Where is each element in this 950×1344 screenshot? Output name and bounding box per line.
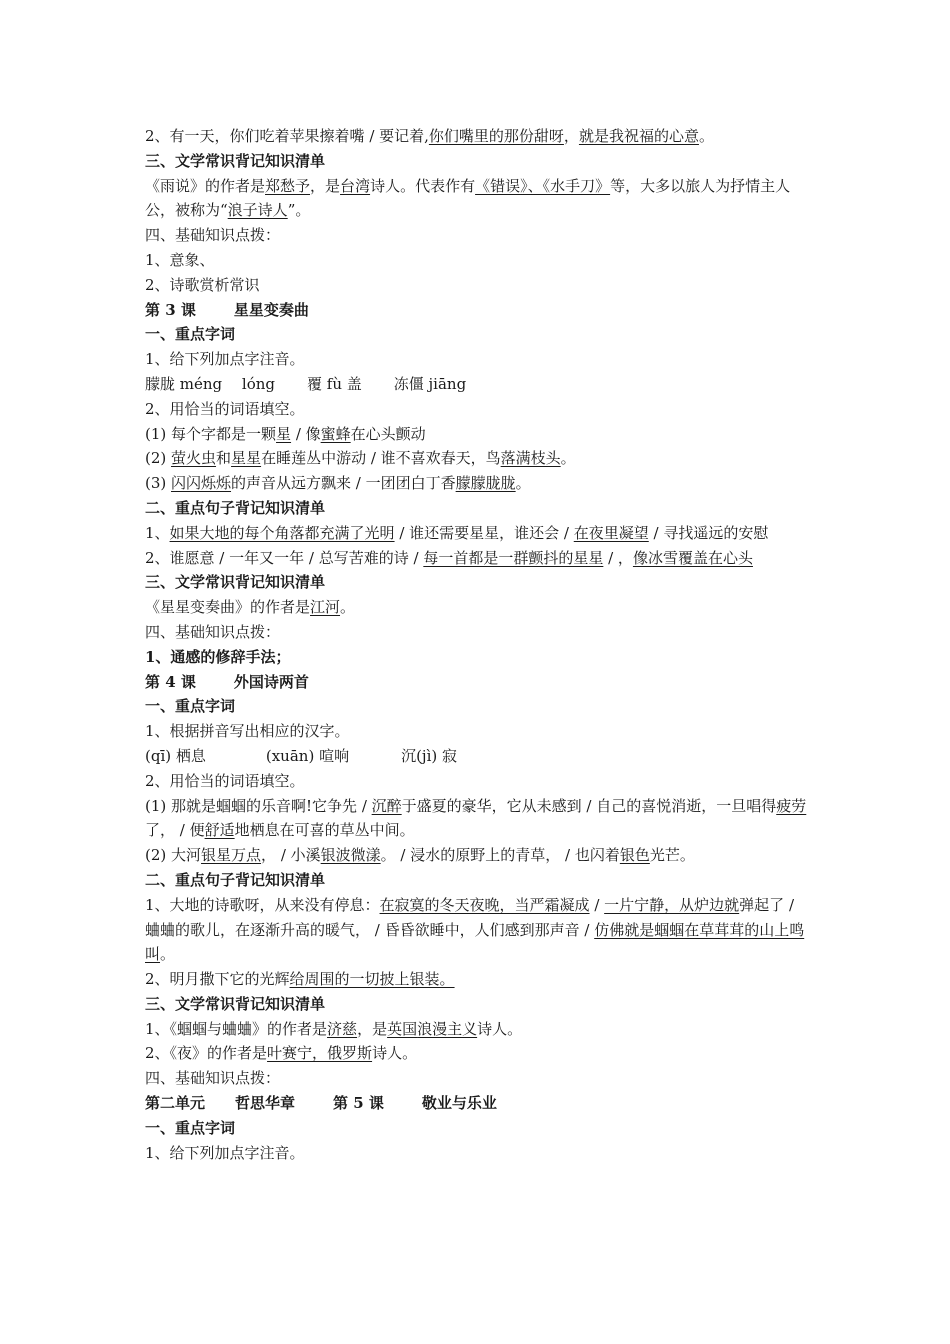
text: (2) 大河 bbox=[145, 846, 202, 865]
section-heading: 三、文学常识背记知识清单 bbox=[145, 151, 326, 170]
text: 2、谁愿意 / 一年又一年 / 总写苦难的诗 / bbox=[145, 548, 424, 567]
author-line bbox=[145, 595, 810, 620]
unit-lesson-title bbox=[145, 1091, 810, 1116]
underlined-answer: 银波微漾 bbox=[320, 846, 381, 865]
document-page bbox=[145, 124, 810, 1165]
section-heading: 一、重点字词 bbox=[145, 1118, 236, 1137]
underlined-answer: 英国 bbox=[387, 1019, 418, 1038]
underlined-answer: 一片宁静，从炉边就 bbox=[604, 895, 740, 914]
text: / 谁还需要星星，谁还会 / bbox=[394, 523, 574, 542]
underlined-answer: 你们嘴里的那份甜呀 bbox=[428, 127, 564, 145]
underlined-answer: 银色 bbox=[619, 846, 650, 865]
underlined-answer: 给周围的一切披上银装。 bbox=[289, 970, 455, 989]
text: 。 bbox=[698, 127, 714, 145]
text: (xuān) 喧响 bbox=[265, 746, 350, 765]
text: 了， / 便 bbox=[145, 821, 205, 840]
text: ， / 小溪 bbox=[261, 846, 321, 865]
text: 等，大多以旅人为抒情主人公，被称为“ bbox=[145, 176, 791, 220]
underlined-answer: 叶赛宁，俄罗斯 bbox=[267, 1044, 373, 1063]
unit-number: 第二单元 bbox=[145, 1094, 206, 1113]
underlined-answer: 像冰雪覆盖在心头 bbox=[632, 548, 753, 567]
text: 于盛夏的豪华，它从未感到 / 自己的喜悦消逝，一旦唱得 bbox=[401, 796, 777, 815]
text: 。 bbox=[160, 945, 176, 964]
text: 冻僵 jiāng bbox=[393, 374, 467, 393]
text: ， bbox=[563, 127, 579, 145]
underlined-answer: 星 bbox=[276, 424, 292, 443]
section-heading: 三、文学常识背记知识清单 bbox=[145, 994, 326, 1013]
fill-item-2 bbox=[145, 446, 810, 471]
text: 沉(jì) 寂 bbox=[401, 746, 457, 765]
text: 在睡莲丛中游动 / 谁不喜欢春天，鸟 bbox=[261, 449, 501, 468]
lesson-number: 第 5 课 bbox=[333, 1094, 384, 1113]
sentence-item-1 bbox=[145, 893, 810, 967]
text: 地栖息在可喜的草丛中间。 bbox=[234, 821, 415, 840]
sentence-item-2 bbox=[145, 546, 810, 571]
text: 。 bbox=[340, 598, 356, 617]
underlined-answer: 《错误》、《水手刀》 bbox=[475, 176, 611, 195]
text: 覆 fù 盖 bbox=[307, 374, 362, 393]
underlined-answer: 沉醉 bbox=[371, 796, 402, 815]
underlined-answer: 闪闪烁烁 bbox=[171, 474, 232, 493]
lesson-name: 外国诗两首 bbox=[233, 672, 309, 691]
pinyin-line bbox=[145, 744, 810, 769]
lesson-title bbox=[145, 670, 810, 695]
underlined-answer: 落满枝头 bbox=[500, 449, 561, 468]
list-item: 1、意象、 bbox=[145, 250, 215, 269]
text: (1) 那就是蝈蝈的乐音啊!它争先 / bbox=[145, 796, 372, 815]
underlined-answer: 台湾 bbox=[340, 176, 371, 195]
section-heading: 四、基础知识点拨： bbox=[145, 622, 281, 641]
text: 和 bbox=[216, 449, 232, 468]
lesson-title bbox=[145, 298, 810, 323]
section-heading: 三、文学常识背记知识清单 bbox=[145, 573, 326, 592]
section-heading: 四、基础知识点拨： bbox=[145, 1069, 281, 1088]
question: 2、用恰当的词语填空。 bbox=[145, 399, 305, 418]
section-heading: 二、重点句子背记知识清单 bbox=[145, 498, 326, 517]
unit-name: 哲思华章 bbox=[235, 1094, 296, 1113]
underlined-answer: 萤火虫 bbox=[171, 449, 217, 468]
text: (1) 每个字都是一颗 bbox=[145, 424, 277, 443]
underlined-answer: 每一首都是一群颤抖的星星 bbox=[423, 548, 604, 567]
lesson-name: 星星变奏曲 bbox=[233, 300, 309, 319]
text: 。 / 浸水的原野上的青草， / 也闪着 bbox=[380, 846, 620, 865]
text: / 像 bbox=[291, 424, 321, 443]
text: / 寻找遥远的安慰 bbox=[648, 523, 769, 542]
underlined-answer: 浪子诗人 bbox=[227, 201, 288, 220]
fill-item-1 bbox=[145, 794, 810, 844]
fill-item-2 bbox=[145, 843, 810, 868]
text: 1、 bbox=[145, 523, 170, 542]
text: 的声音从远方飘来 / 一团团白丁香 bbox=[231, 474, 456, 493]
lesson-number: 第 3 课 bbox=[145, 300, 196, 319]
underlined-answer: 银星万点 bbox=[201, 846, 262, 865]
lesson-name: 敬业与乐业 bbox=[421, 1094, 497, 1113]
text: / ， bbox=[603, 548, 633, 567]
question: 1、给下列加点字注音。 bbox=[145, 1143, 305, 1162]
underlined-answer: 星星 bbox=[231, 449, 262, 468]
text: 诗人。代表作有 bbox=[370, 176, 476, 195]
text: 2、有一天，你们吃着苹果擦着嘴 / 要记着, bbox=[145, 127, 429, 145]
text: 《星星变奏曲》的作者是 bbox=[145, 598, 311, 617]
section-heading: 二、重点句子背记知识清单 bbox=[145, 870, 326, 889]
text: 诗人。 bbox=[477, 1019, 523, 1038]
underlined-answer: 疲劳 bbox=[776, 796, 807, 815]
text: 2、《夜》的作者是 bbox=[145, 1044, 268, 1063]
text: 弹起了 / 蛐蛐的歌儿，在逐渐升高的暖气， / 昏昏欲睡中，人们感到那声音 / bbox=[145, 895, 794, 939]
underlined-answer: 舒适 bbox=[204, 821, 235, 840]
question: 2、用恰当的词语填空。 bbox=[145, 771, 305, 790]
lesson-number: 第 4 课 bbox=[145, 672, 196, 691]
section-heading: 四、基础知识点拨： bbox=[145, 226, 281, 245]
text: ，是 bbox=[357, 1019, 388, 1038]
text: ，是 bbox=[310, 176, 341, 195]
text: (3) bbox=[145, 474, 172, 493]
underlined-answer: 蜜蜂 bbox=[320, 424, 351, 443]
text: 诗人。 bbox=[372, 1044, 418, 1063]
underlined-answer: 江河 bbox=[310, 598, 341, 617]
list-item: 1、通感的修辞手法； bbox=[145, 647, 291, 666]
author-line bbox=[145, 1017, 810, 1042]
underlined-answer: 郑愁予 bbox=[265, 176, 311, 195]
list-item: 2、诗歌赏析常识 bbox=[145, 275, 260, 294]
text: 朦胧 méng lóng bbox=[145, 374, 275, 393]
underlined-answer: 朦朦胧胧 bbox=[455, 474, 516, 493]
text: 1、大地的诗歌呀，从来没有停息： bbox=[145, 895, 380, 914]
underlined-answer: 仿佛就是蝈蝈在草茸茸的山上鸣叫 bbox=[145, 920, 805, 964]
fill-item-1 bbox=[145, 422, 810, 447]
text: 2、明月撒下它的光辉 bbox=[145, 970, 290, 989]
underlined-answer: 浪漫主义 bbox=[417, 1019, 478, 1038]
paragraph-rain-author bbox=[145, 174, 810, 224]
text: 《雨说》的作者是 bbox=[145, 176, 266, 195]
section-heading: 一、重点字词 bbox=[145, 697, 236, 716]
underlined-answer: 就是我祝福的心意 bbox=[578, 127, 699, 145]
underlined-answer: 济慈 bbox=[327, 1019, 358, 1038]
poem-line-2 bbox=[145, 124, 810, 149]
question: 1、根据拼音写出相应的汉字。 bbox=[145, 722, 350, 741]
author-line bbox=[145, 1041, 810, 1066]
section-heading: 一、重点字词 bbox=[145, 325, 236, 344]
text: 。 bbox=[515, 474, 531, 493]
question: 1、给下列加点字注音。 bbox=[145, 350, 305, 369]
underlined-answer: 在寂寞的冬天夜晚，当严霜凝成 bbox=[379, 895, 590, 914]
underlined-answer: 如果大地的每个角落都充满了光明 bbox=[169, 523, 395, 542]
sentence-item-2 bbox=[145, 967, 810, 992]
text: / bbox=[589, 895, 605, 914]
fill-item-3 bbox=[145, 471, 810, 496]
text: 。 bbox=[560, 449, 576, 468]
text: 光芒。 bbox=[649, 846, 695, 865]
pinyin-line bbox=[145, 372, 810, 397]
underlined-answer: 在夜里凝望 bbox=[573, 523, 649, 542]
text: (qī) 栖息 bbox=[145, 746, 206, 765]
sentence-item-1 bbox=[145, 521, 810, 546]
text: 在心头颤动 bbox=[350, 424, 426, 443]
text: (2) bbox=[145, 449, 172, 468]
text: ”。 bbox=[287, 201, 311, 220]
text: 1、《蝈蝈与蛐蛐》的作者是 bbox=[145, 1019, 328, 1038]
